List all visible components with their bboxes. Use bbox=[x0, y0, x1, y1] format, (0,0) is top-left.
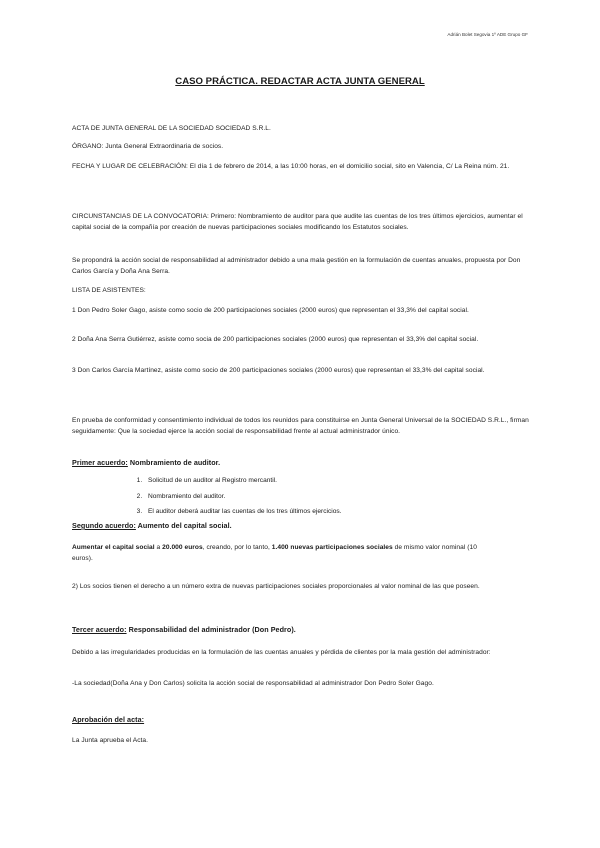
segundo-acuerdo-title: Aumento del capital social. bbox=[135, 521, 232, 530]
tercer-acuerdo-label: Tercer acuerdo: bbox=[72, 625, 127, 634]
asistente-item: 2 Doña Ana Serra Gutiérrez, asiste como socia de 200 participaciones sociales (2000 euros) que representan el 33,3% del capital social. bbox=[72, 336, 479, 343]
segundo-acuerdo-heading bbox=[72, 521, 530, 532]
organo-line: ÓRGANO: Junta General Extraordinaria de socios. bbox=[72, 143, 224, 150]
conformidad-paragraph: En prueba de conformidad y consentimiento individual de todos los reunidos para constituirse en Junta General Universal de la SOCIEDAD S.R.L., firman seguidamente: Que la sociedad ejerce la acción social de responsabilidad frente al actual administrador único. bbox=[72, 417, 529, 435]
capital-amount: 20.000 euros bbox=[162, 544, 203, 551]
derecho-socios-paragraph: 2) Los socios tienen el derecho a un número extra de nuevas participaciones sociales proporcionales al valor nominal de las que poseen. bbox=[72, 583, 480, 590]
aprobacion-text: La Junta aprueba el Acta. bbox=[72, 737, 149, 744]
primer-acuerdo-list bbox=[108, 473, 564, 520]
author-header: Adrián Bolet Segovia 1º ADE Grupo GF bbox=[447, 32, 528, 37]
primer-acuerdo-label: Primer acuerdo: bbox=[72, 458, 128, 467]
segundo-acuerdo-label: Segundo acuerdo: bbox=[72, 521, 136, 530]
primer-acuerdo-title: Nombramiento de auditor. bbox=[127, 458, 221, 467]
aumento-capital-bold: Aumentar el capital social bbox=[72, 544, 155, 551]
list-item: 2. Nombramiento del auditor. bbox=[144, 489, 564, 505]
tercer-acuerdo-title: Responsabilidad del administrador (Don Pedro). bbox=[126, 625, 296, 634]
circunstancias-paragraph: CIRCUNSTANCIAS DE LA CONVOCATORIA: Primero: Nombramiento de auditor para que audite las cuentas de los tres últimos ejercicios, aumentar el capital social de la compañía por creación de nuevas participaciones sociales modificando los Estatutos sociales. bbox=[72, 213, 523, 231]
aumento-capital-text: , creando, por lo tanto, bbox=[202, 544, 272, 551]
lista-asistentes-title: LISTA DE ASISTENTES: bbox=[72, 287, 146, 294]
asistente-item: 1 Don Pedro Soler Gago, asiste como socio de 200 participaciones sociales (2000 euros) que representan el 33,3% del capital social. bbox=[72, 307, 469, 314]
document-title: CASO PRÁCTICA. REDACTAR ACTA JUNTA GENERAL bbox=[175, 76, 425, 87]
list-item: 1. Solicitud de un auditor al Registro mercantil. bbox=[144, 473, 564, 489]
propuesta-paragraph: Se propondrá la acción social de responsabilidad al administrador debido a una mala gestión en la formulación de cuentas anuales, propuesta por Don Carlos García y Doña Ana Serra. bbox=[72, 257, 521, 275]
nuevas-participaciones: 1.400 nuevas participaciones sociales bbox=[271, 544, 393, 551]
fecha-lugar-paragraph: FECHA Y LUGAR DE CELEBRACIÓN: El día 1 de febrero de 2014, a las 10:00 horas, en el domicilio social, sito en Valencia, C/ La Reina núm. 21. bbox=[72, 163, 510, 170]
irregularidades-paragraph: Debido a las irregularidades producidas en la formulación de las cuentas anuales y pérdida de clientes por la mala gestión del administrador: bbox=[72, 649, 491, 656]
primer-acuerdo-heading bbox=[72, 458, 530, 469]
list-item: 3. El auditor deberá auditar las cuentas de los tres últimos ejercicios. bbox=[144, 504, 564, 520]
aumento-capital-text: de mismo valor nominal (10 euros). bbox=[72, 544, 477, 562]
aumento-capital-paragraph bbox=[72, 543, 492, 564]
asistente-item: 3 Don Carlos García Martínez, asiste como socio de 200 participaciones sociales (2000 euros) que representan el 33,3% del capital social. bbox=[72, 367, 485, 374]
acta-heading: ACTA DE JUNTA GENERAL DE LA SOCIEDAD SOCIEDAD S.R.L. bbox=[72, 125, 271, 132]
aprobacion-heading: Aprobación del acta: bbox=[72, 715, 145, 724]
accion-social-paragraph: -La sociedad(Doña Ana y Don Carlos) solicita la acción social de responsabilidad al administrador Don Pedro Soler Gago. bbox=[72, 680, 434, 687]
tercer-acuerdo-heading bbox=[72, 625, 530, 636]
aumento-capital-text: a bbox=[154, 544, 163, 551]
